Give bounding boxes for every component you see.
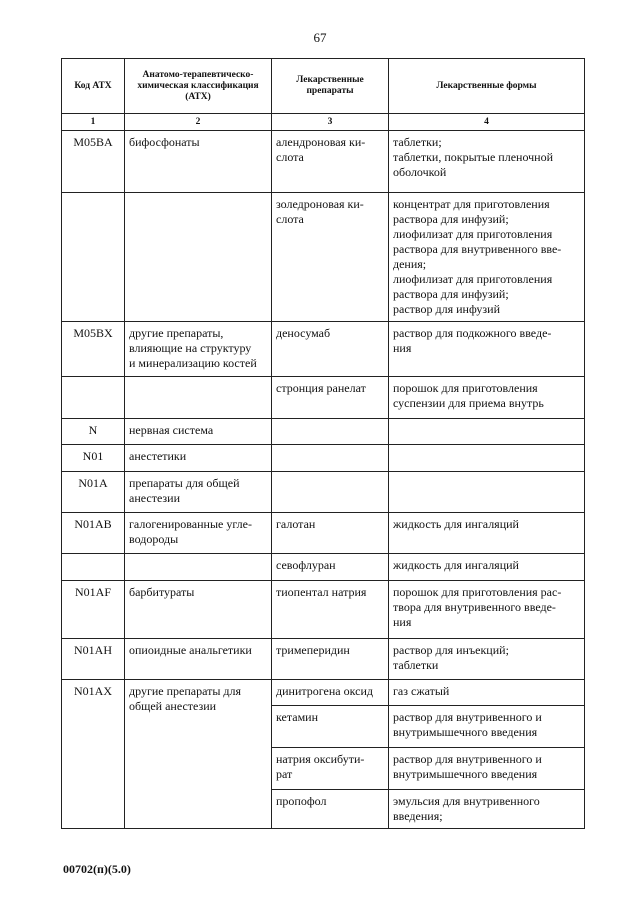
drug-name: кетамин bbox=[272, 706, 389, 748]
drug-name bbox=[272, 419, 389, 445]
header-forms: Лекарственные формы bbox=[389, 59, 585, 114]
table-row bbox=[62, 472, 585, 513]
atx-classification bbox=[125, 193, 272, 322]
header-row bbox=[62, 59, 585, 114]
column-numbers-row bbox=[62, 114, 585, 131]
dosage-forms: таблетки; таблетки, покрытые пленочной оболочкой bbox=[389, 131, 585, 193]
drug-name bbox=[272, 472, 389, 513]
atx-code: M05BX bbox=[62, 322, 125, 377]
page-number: 67 bbox=[313, 30, 327, 45]
atx-classification: опиоидные анальгетики bbox=[125, 639, 272, 680]
header-classification: Анатомо-терапевтическо-химическая классификация (АТХ) bbox=[125, 59, 272, 114]
dosage-forms: раствор для внутривенного и внутримышечного введения bbox=[389, 748, 585, 790]
atx-code: N01 bbox=[62, 445, 125, 472]
header-drugs: Лекарственные препараты bbox=[272, 59, 389, 114]
drug-name: галотан bbox=[272, 513, 389, 554]
dosage-forms: порошок для приготовления суспензии для приема внутрь bbox=[389, 377, 585, 419]
table-row bbox=[62, 445, 585, 472]
atx-code: N bbox=[62, 419, 125, 445]
table-row bbox=[62, 377, 585, 419]
dosage-forms bbox=[389, 419, 585, 445]
atx-classification: препараты для общей анестезии bbox=[125, 472, 272, 513]
dosage-forms: порошок для приготовления рас- твора для внутривенного введе- ния bbox=[389, 581, 585, 639]
atx-code: N01AB bbox=[62, 513, 125, 554]
column-number: 4 bbox=[389, 114, 585, 131]
atx-code bbox=[62, 193, 125, 322]
atx-code: N01A bbox=[62, 472, 125, 513]
atx-code: N01AX bbox=[62, 680, 125, 829]
atx-classification: барбитураты bbox=[125, 581, 272, 639]
drug-name: стронция ранелат bbox=[272, 377, 389, 419]
atx-classification: другие препараты для общей анестезии bbox=[125, 680, 272, 829]
drug-name: деносумаб bbox=[272, 322, 389, 377]
drug-name bbox=[272, 445, 389, 472]
atx-classification: бифосфонаты bbox=[125, 131, 272, 193]
dosage-forms: газ сжатый bbox=[389, 680, 585, 706]
drug-name: натрия оксибути- рат bbox=[272, 748, 389, 790]
table-row bbox=[62, 639, 585, 680]
atx-classification bbox=[125, 377, 272, 419]
drug-name: золедроновая ки- слота bbox=[272, 193, 389, 322]
column-number: 1 bbox=[62, 114, 125, 131]
drug-name: пропофол bbox=[272, 790, 389, 829]
table-row bbox=[62, 322, 585, 377]
table-row bbox=[62, 554, 585, 581]
table-row bbox=[62, 513, 585, 554]
dosage-forms bbox=[389, 472, 585, 513]
table-row bbox=[62, 131, 585, 193]
column-number: 2 bbox=[125, 114, 272, 131]
dosage-forms: эмульсия для внутривенного введения; bbox=[389, 790, 585, 829]
dosage-forms: жидкость для ингаляций bbox=[389, 554, 585, 581]
drug-name: тримеперидин bbox=[272, 639, 389, 680]
atx-code: M05BA bbox=[62, 131, 125, 193]
atx-classification: галогенированные угле- водороды bbox=[125, 513, 272, 554]
drug-name: тиопентал натрия bbox=[272, 581, 389, 639]
atx-table bbox=[61, 58, 585, 829]
table-row bbox=[62, 680, 585, 706]
dosage-forms: раствор для подкожного введе- ния bbox=[389, 322, 585, 377]
column-number: 3 bbox=[272, 114, 389, 131]
atx-classification bbox=[125, 554, 272, 581]
drug-name: севофлуран bbox=[272, 554, 389, 581]
table-row bbox=[62, 581, 585, 639]
dosage-forms: раствор для внутривенного и внутримышечного введения bbox=[389, 706, 585, 748]
dosage-forms: жидкость для ингаляций bbox=[389, 513, 585, 554]
atx-classification: анестетики bbox=[125, 445, 272, 472]
dosage-forms: раствор для инъекций; таблетки bbox=[389, 639, 585, 680]
dosage-forms bbox=[389, 445, 585, 472]
document-code-footer: 00702(п)(5.0) bbox=[63, 862, 131, 876]
atx-code: N01AF bbox=[62, 581, 125, 639]
atx-code bbox=[62, 554, 125, 581]
drug-name: алендроновая ки- слота bbox=[272, 131, 389, 193]
dosage-forms: концентрат для приготовления раствора для инфузий; лиофилизат для приготовления раствора для внутривенного вве- дения; лиофилизат для приготовления раствора для инфузий; раствор для инфузий bbox=[389, 193, 585, 322]
atx-code bbox=[62, 377, 125, 419]
drug-name: динитрогена оксид bbox=[272, 680, 389, 706]
atx-classification: нервная система bbox=[125, 419, 272, 445]
table-row bbox=[62, 193, 585, 322]
table-row bbox=[62, 419, 585, 445]
atx-code: N01AH bbox=[62, 639, 125, 680]
atx-classification: другие препараты, влияющие на структуру и минерализацию костей bbox=[125, 322, 272, 377]
header-code: Код АТХ bbox=[62, 59, 125, 114]
